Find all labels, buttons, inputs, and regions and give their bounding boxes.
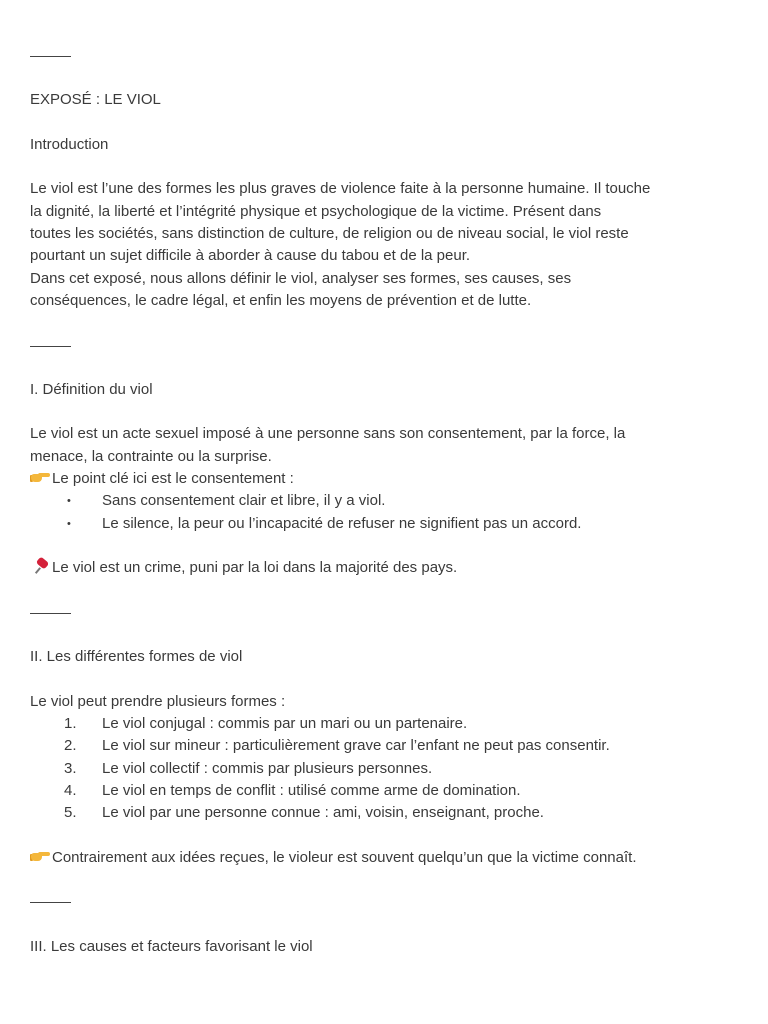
list-number: 3. <box>64 759 77 777</box>
list-item <box>30 490 738 512</box>
section2-note-text: Contrairement aux idées reçues, le violeur est souvent quelqu’un que la victime connaît. <box>52 848 637 866</box>
separator-rule <box>30 56 71 57</box>
list-item-text: Le viol conjugal : commis par un mari ou un partenaire. <box>102 715 468 733</box>
intro-line: conséquences, le cadre légal, et enfin les moyens de prévention et de lutte. <box>30 291 532 309</box>
list-item-text: Sans consentement clair et libre, il y a viol. <box>102 492 386 510</box>
list-number: 5. <box>64 804 77 822</box>
intro-line: Le viol est l’une des formes les plus graves de violence faite à la personne humaine. Il touche <box>30 180 651 198</box>
crime-note-text: Le viol est un crime, puni par la loi dans la majorité des pays. <box>52 559 458 577</box>
section1-heading: I. Définition du viol <box>30 380 153 398</box>
intro-line: toutes les sociétés, sans distinction de culture, de religion ou de niveau social, le viol reste <box>30 225 629 243</box>
intro-paragraph <box>30 178 738 312</box>
bullet-marker: • <box>67 495 71 508</box>
list-item <box>30 780 738 802</box>
list-item-text: Le viol sur mineur : particulièrement grave car l’enfant ne peut pas consentir. <box>102 737 610 755</box>
section1-line: Le viol est un acte sexuel imposé à une personne sans son consentement, par la force, la <box>30 425 626 443</box>
intro-line: pourtant un sujet difficile à aborder à cause du tabou et de la peur. <box>30 247 471 265</box>
bullet-marker: • <box>67 517 71 530</box>
key-point-line <box>30 468 738 490</box>
list-item <box>30 802 738 824</box>
list-item <box>30 513 738 535</box>
list-item-text: Le silence, la peur ou l’incapacité de refuser ne signifient pas un accord. <box>102 514 582 532</box>
list-number: 4. <box>64 781 77 799</box>
intro-heading: Introduction <box>30 135 109 153</box>
separator-rule <box>30 346 71 347</box>
separator-rule <box>30 902 71 903</box>
backhand-index-pointing-right-icon <box>30 850 52 862</box>
section2-heading: II. Les différentes formes de viol <box>30 648 243 666</box>
list-item <box>30 713 738 735</box>
consent-bullet-list <box>30 490 738 535</box>
section2-note-line <box>30 847 738 869</box>
list-item-text: Le viol par une personne connue : ami, voisin, enseignant, proche. <box>102 804 544 822</box>
pushpin-icon <box>30 559 52 573</box>
list-item <box>30 758 738 780</box>
list-item-text: Le viol en temps de conflit : utilisé comme arme de domination. <box>102 781 521 799</box>
crime-note-line <box>30 557 738 579</box>
list-item <box>30 735 738 757</box>
intro-line: Dans cet exposé, nous allons définir le viol, analyser ses formes, ses causes, ses <box>30 269 572 287</box>
forms-numbered-list <box>30 713 738 824</box>
intro-line: la dignité, la liberté et l’intégrité physique et psychologique de la victime. Présent dans <box>30 202 602 220</box>
separator-rule <box>30 613 71 614</box>
backhand-index-pointing-right-icon <box>30 471 52 483</box>
section2-intro: Le viol peut prendre plusieurs formes : <box>30 692 286 710</box>
key-point-text: Le point clé ici est le consentement : <box>52 470 294 488</box>
document-title: EXPOSÉ : LE VIOL <box>30 91 161 109</box>
list-number: 1. <box>64 715 77 733</box>
list-number: 2. <box>64 737 77 755</box>
section1-paragraph <box>30 423 738 468</box>
section3-heading: III. Les causes et facteurs favorisant le viol <box>30 937 313 955</box>
list-item-text: Le viol collectif : commis par plusieurs personnes. <box>102 759 433 777</box>
section1-line: menace, la contrainte ou la surprise. <box>30 447 272 465</box>
